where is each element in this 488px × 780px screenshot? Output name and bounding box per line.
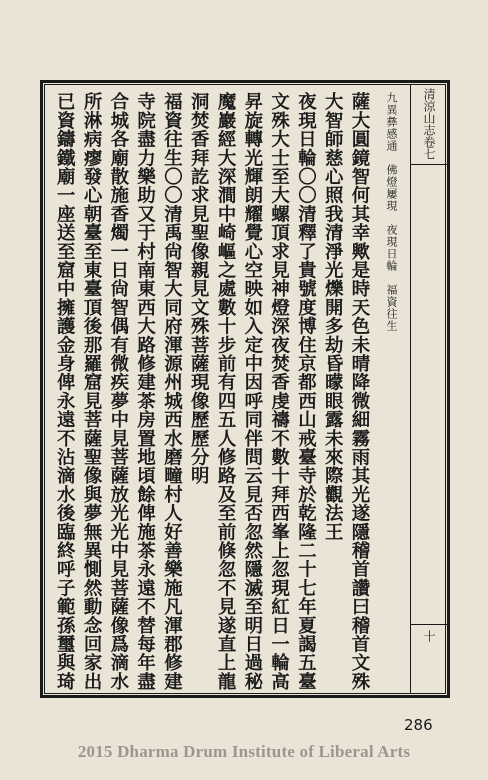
body-text [50,92,372,692]
text-column: 昇旋轉光輝朗耀覺心空映如入定中因呼同伴問云見否忽然隱滅至明日過秘 [241,92,263,691]
text-column: 薩大圓鏡智何其幸歟是時天色未晴降微細霧雨其光遂隱稽首讚曰稽首文殊 [349,92,370,691]
text-column: 大智師慈心照我清淨光爍開多劫昏曚眼露未來際觀法王 [322,92,344,541]
margin-column [410,84,446,694]
section-subtitle: 九異彝感通 佛燈屢現 夜現日輪 福資往生 [385,92,398,332]
text-column: 已資鑄鐵廟一座送至窟中擁護金身俾永遠不沾滴水後臨終呼子範孫璽與琦 [54,92,76,691]
text-column: 合城各廟散施香燭一日尙智偶有微疾夢中見菩薩放光光中見菩薩像爲滴水 [107,92,129,691]
margin-divider [411,624,447,625]
watermark: 2015 Dharma Drum Institute of Liberal Arts [77,742,411,761]
text-column: 福資往生〇〇清禹尙智大同府渾源州城西水磨疃村人好善樂施凡渾郡修建 [161,92,183,691]
text-column: 所淋病瘳發心朝臺至東臺頂後那羅窟見菩薩聖像與夢無異惻然動念回家出 [81,92,103,691]
text-column: 洞焚香拜訖求見聖像親見文殊菩薩現像歷歷分明 [188,92,210,485]
margin-page-number: 十 [422,630,436,642]
text-column: 文殊大士至大螺頂求見神燈深夜焚香虔禱不數十拜西峯上忽現紅日一輪高 [268,92,290,691]
margin-title: 清涼山志卷七 [422,88,436,160]
text-column: 寺院盡力樂助又于村南東西大路修建茶房置地頃餘俾施茶永遠不替每年盡 [134,92,156,691]
text-column: 夜現日輪〇〇清釋了貴號度博住京都西山戒臺寺於乾隆二十七年夏謁五臺 [295,92,317,691]
text-column: 魔巖經大深澗中崎嶇之處數十步前有四五人修路及至前倏忽不見遂直上龍 [215,92,237,691]
margin-divider [411,164,447,165]
page-number: 286 [404,716,433,734]
